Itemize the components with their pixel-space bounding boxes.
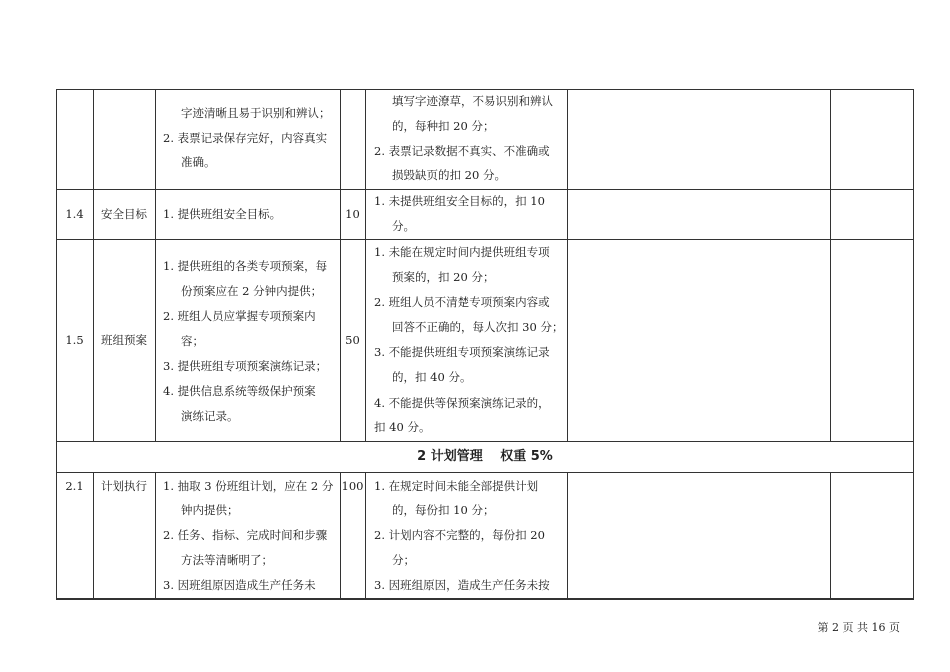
score: 100 [341,479,364,493]
table-bottom-border [56,598,914,600]
requirement-line: 演练记录。 [181,409,239,423]
requirement-line: 钟内提供； [181,503,239,517]
item-name: 计划执行 [101,479,147,493]
page-number: 第 2 页 共 16 页 [817,621,900,634]
column-divider [365,472,366,598]
requirement-line: 份预案应在 2 分钟内提供； [181,284,323,298]
deduction-line: 2. 计划内容不完整的，每份扣 20 [374,528,545,542]
deduction-line: 回答不正确的，每人次扣 30 分； [392,320,564,334]
deduction-line: 1. 未提供班组安全目标的，扣 10 [374,194,545,208]
item-number: 1.5 [65,333,84,347]
column-divider [365,89,366,441]
column-divider [830,89,831,441]
column-divider [340,89,341,441]
deduction-line: 2. 表票记录数据不真实、不准确或 [374,144,550,158]
row-divider [56,239,914,240]
column-divider [93,89,94,441]
deduction-line: 预案的，扣 20 分； [392,270,495,284]
deduction-line: 的，每份扣 10 分； [392,503,495,517]
column-divider [567,89,568,441]
requirement-line: 准确。 [181,155,216,169]
item-number: 2.1 [65,479,84,493]
deduction-line: 的，扣 40 分。 [392,370,472,384]
requirement-line: 字迹清晰且易于识别和辨认； [181,106,331,120]
requirement-line: 2. 班组人员应掌握专项预案内 [163,309,316,323]
row-divider [56,472,914,473]
requirement-line: 3. 提供班组专项预案演练记录； [163,359,328,373]
requirement-line: 2. 表票记录保存完好，内容真实 [163,131,328,145]
deduction-line: 填写字迹潦草，不易识别和辨认 [392,94,553,108]
deduction-line: 4. 不能提供等保预案演练记录的， [374,396,550,410]
section-heading: 2 计划管理 权重 5% [417,449,553,464]
requirement-line: 容； [181,334,204,348]
item-name: 班组预案 [101,333,147,347]
item-number: 1.4 [65,207,84,221]
deduction-line: 3. 不能提供班组专项预案演练记录 [374,345,550,359]
deduction-line: 分； [392,553,415,567]
column-divider [830,472,831,598]
deduction-line: 的，每种扣 20 分； [392,119,495,133]
item-name: 安全目标 [101,207,147,221]
deduction-line: 损毁缺页的扣 20 分。 [392,168,506,182]
deduction-line: 2. 班组人员不清楚专项预案内容或 [374,295,550,309]
requirement-line: 方法等清晰明了； [181,553,273,567]
column-divider [155,89,156,441]
requirement-line: 3. 因班组原因造成生产任务未 [163,578,316,592]
score: 50 [345,333,360,347]
table-right-border [913,89,914,599]
requirement-line: 2. 任务、指标、完成时间和步骤 [163,528,328,542]
column-divider [567,472,568,598]
deduction-line: 分。 [392,219,415,233]
requirement-line: 1. 提供班组的各类专项预案，每 [163,259,328,273]
requirement-line: 4. 提供信息系统等级保护预案 [163,384,316,398]
requirement-line: 1. 提供班组安全目标。 [163,207,282,221]
requirement-line: 1. 抽取 3 份班组计划，应在 2 分 [163,479,334,493]
column-divider [155,472,156,598]
deduction-line: 1. 在规定时间未能全部提供计划 [374,479,539,493]
score: 10 [345,207,360,221]
deduction-line: 3. 因班组原因，造成生产任务未按 [374,578,550,592]
deduction-line: 扣 40 分。 [374,420,431,434]
deduction-line: 1. 未能在规定时间内提供班组专项 [374,245,550,259]
